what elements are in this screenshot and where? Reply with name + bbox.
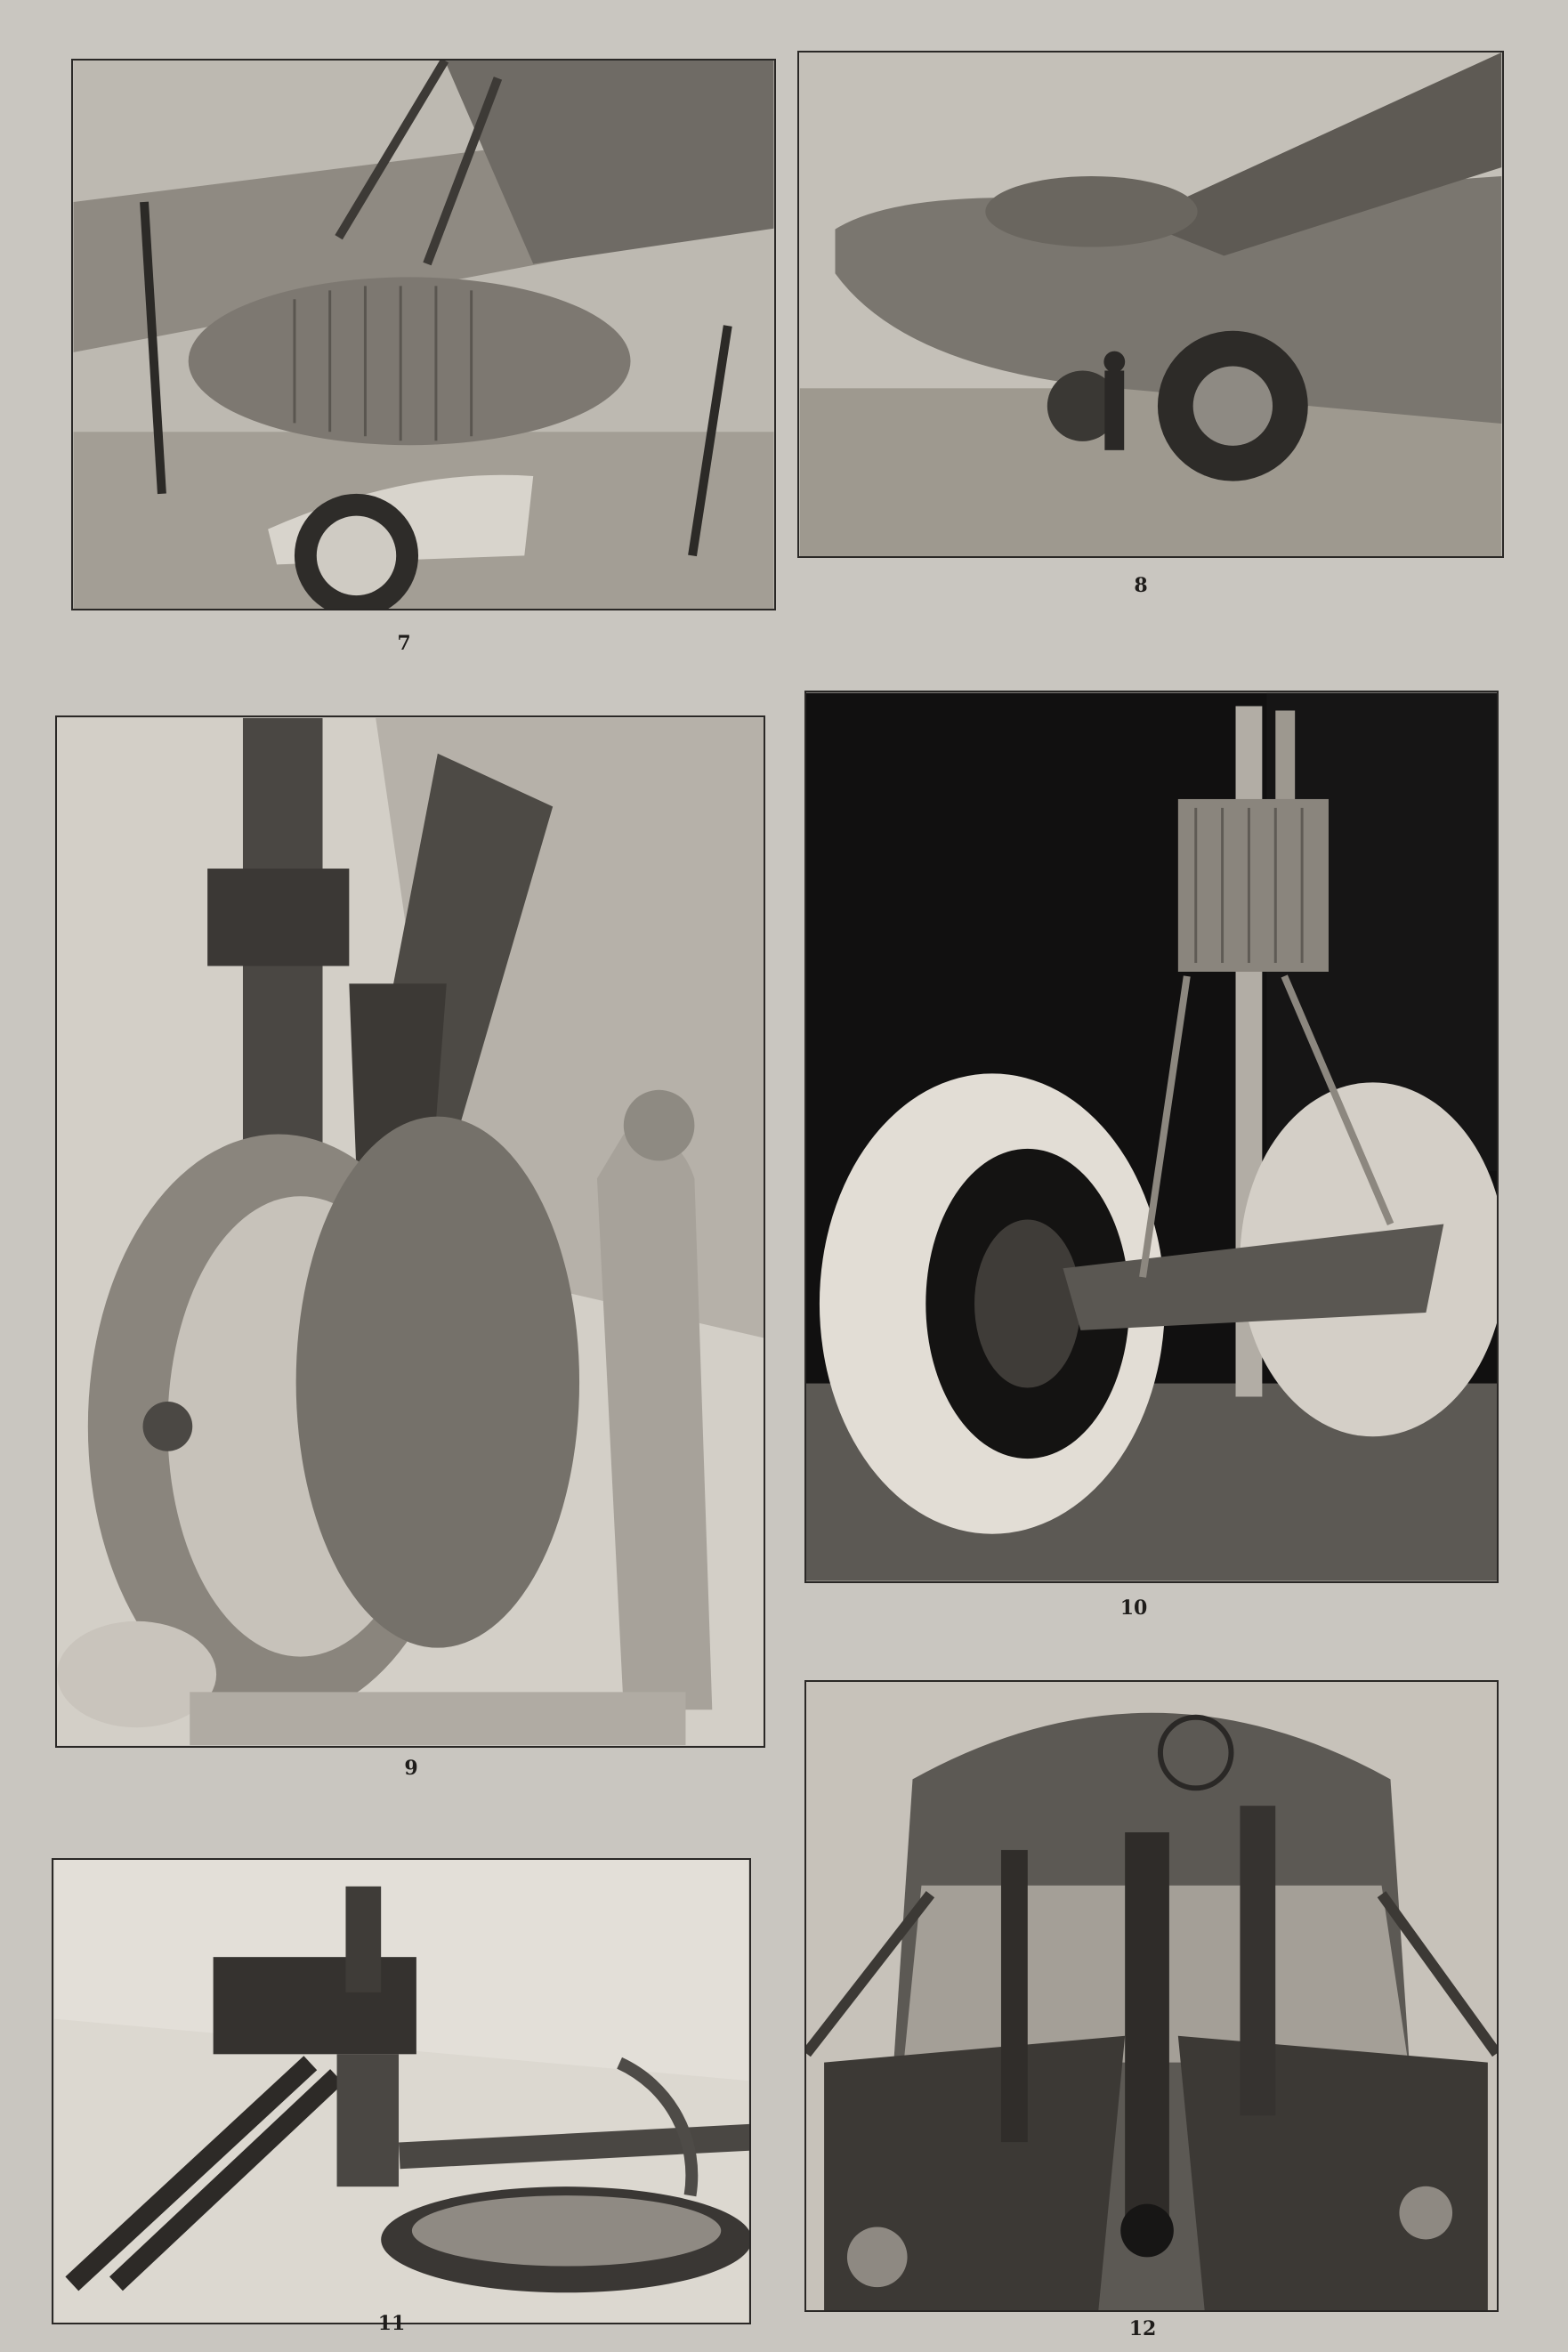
figure-9-caption: 9	[404, 1757, 418, 1780]
figure-12-photo	[804, 1680, 1499, 2312]
twin-wheel-strut-illustration	[806, 692, 1497, 1581]
machine-gun-mount-illustration	[53, 1860, 749, 2323]
figure-8-photo	[797, 51, 1504, 558]
aircraft-ground-illustration	[799, 53, 1502, 556]
turret-interior-illustration	[806, 1682, 1497, 2310]
figure-7-photo	[71, 59, 776, 610]
figure-8-caption: 8	[1134, 574, 1148, 597]
figure-10-photo	[804, 691, 1499, 1583]
landing-gear-illustration	[57, 717, 764, 1746]
figure-11-caption: 11	[377, 2312, 406, 2335]
figure-11-photo	[52, 1858, 751, 2324]
engine-nacelle-illustration	[73, 61, 774, 609]
figure-9-photo	[55, 715, 765, 1748]
figure-7-caption: 7	[397, 632, 411, 655]
figure-10-caption: 10	[1119, 1596, 1148, 1620]
figure-12-caption: 12	[1128, 2317, 1157, 2340]
